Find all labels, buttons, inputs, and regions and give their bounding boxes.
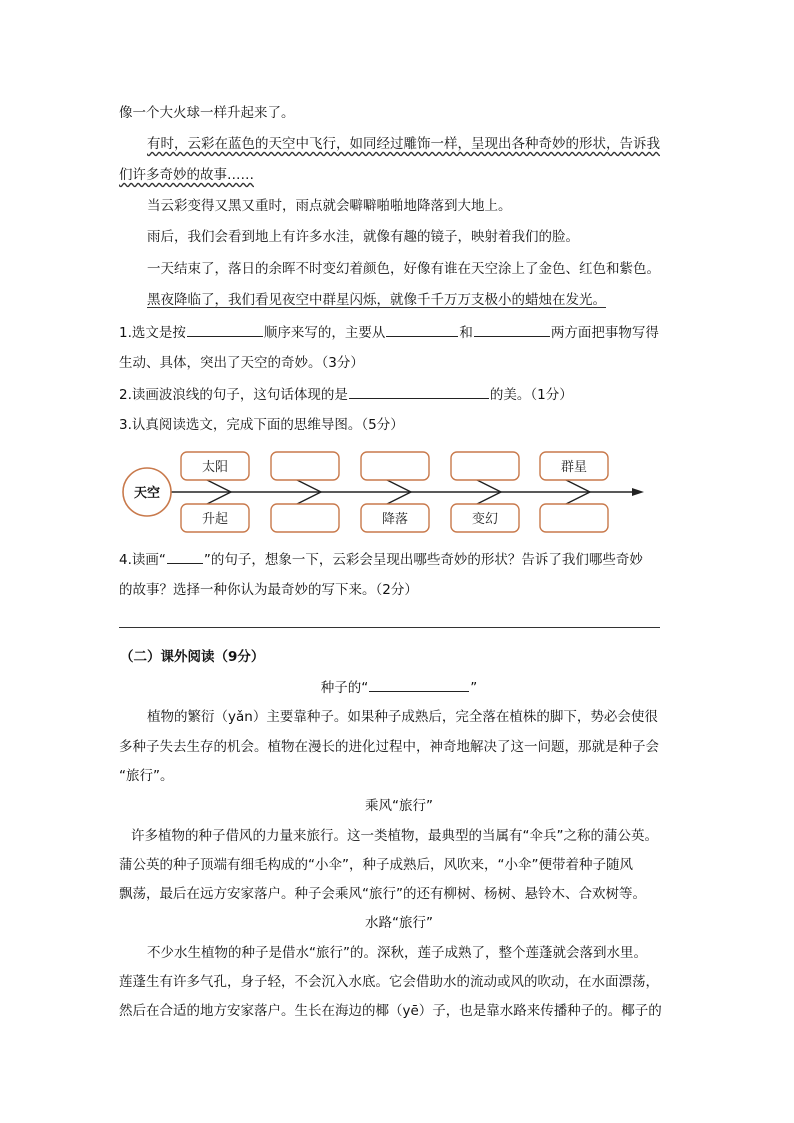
underlined-sentence-text: 黑夜降临了，我们看见夜空中群星闪烁，就像千千万万支极小的蜡烛在发光。	[147, 292, 606, 308]
center-node-label: 天空	[133, 486, 161, 501]
article-paragraph-line: “旅行”。	[119, 768, 174, 784]
article-paragraph-line: 然后在合适的地方安家落户。生长在海边的椰（yē）子，也是靠水路来传播种子的。椰子的	[119, 1003, 662, 1019]
mind-map-diagram	[118, 446, 658, 538]
article-title	[119, 677, 679, 698]
article-title-text-b: ”	[470, 680, 478, 696]
bottom-node-box	[540, 504, 608, 532]
bottom-node-label: 降落	[381, 512, 409, 527]
answer-blank[interactable]	[349, 384, 489, 399]
top-node-label: 太阳	[201, 460, 229, 475]
q1-text-b: 顺序来写的，主要从	[263, 325, 386, 341]
article-title-text-a: 种子的“	[320, 680, 369, 696]
q1-text-c: 和	[459, 325, 473, 341]
passage-paragraph-after-rain: 雨后，我们会看到地上有许多水洼，就像有趣的镜子，映射着我们的脸。	[147, 229, 579, 245]
q4-text-b: ”的句子，想象一下，云彩会呈现出哪些奇妙的形状？告诉了我们哪些奇妙	[203, 552, 643, 568]
passage-line: 像一个大火球一样升起来了。	[119, 105, 295, 121]
answer-blank[interactable]	[386, 322, 458, 337]
q1-text-a: 1.选文是按	[119, 325, 186, 341]
question-3: 3.认真阅读选文，完成下面的思维导图。（5分）	[119, 417, 404, 433]
article-paragraph-line: 许多植物的种子借风的力量来旅行。这一类植物，最典型的当属有“伞兵”之称的蒲公英。	[131, 828, 658, 844]
wavy-sentence-text: 有时，云彩在蓝色的天空中飞行，如同经过雕饰一样，呈现出各种奇妙的形状，告诉我	[147, 136, 660, 152]
question-1-line-2: 生动、具体，突出了天空的奇妙。（3分）	[119, 355, 364, 371]
top-node-box	[451, 452, 519, 480]
wavy-sentence-text: 们许多奇妙的故事……	[119, 167, 254, 183]
bottom-node-label: 变幻	[471, 512, 499, 527]
subheading-water: 水路“旅行”	[365, 915, 433, 931]
title-blank[interactable]	[369, 677, 469, 692]
answer-blank[interactable]	[187, 322, 263, 337]
wavy-sentence-line-1	[147, 134, 707, 154]
article-paragraph-line: 多种子失去生存的机会。植物在漫长的进化过程中，神奇地解决了这一问题，那就是种子会	[119, 739, 659, 755]
answer-line[interactable]	[119, 627, 660, 628]
bottom-node-label: 升起	[201, 512, 229, 527]
question-1	[119, 322, 679, 343]
q2-text-b: 的美。（1分）	[489, 387, 573, 403]
passage-paragraph-rain: 当云彩变得又黑又重时，雨点就会噼噼啪啪地降落到大地上。	[147, 198, 512, 214]
q4-text-a: 4.读画“	[119, 552, 166, 568]
section-heading: （二）课外阅读（9分）	[120, 649, 265, 665]
question-4	[119, 549, 679, 570]
answer-blank[interactable]	[474, 322, 550, 337]
subheading-wind: 乘风“旅行”	[365, 798, 433, 814]
underlined-sentence-line	[147, 290, 707, 310]
article-paragraph-line: 植物的繁衍（yǎn）主要靠种子。如果种子成熟后，完全落在植株的脚下，势必会使很	[147, 709, 658, 725]
spine-arrow-head	[632, 488, 644, 496]
top-node-box	[271, 452, 339, 480]
article-paragraph-line: 不少水生植物的种子是借水“旅行”的。深秋，莲子成熟了，整个莲蓬就会落到水里。	[147, 945, 647, 961]
bottom-node-box	[271, 504, 339, 532]
q2-text-a: 2.读画波浪线的句子，这句话体现的是	[119, 387, 348, 403]
q1-text-d: 两方面把事物写得	[550, 325, 659, 341]
article-paragraph-line: 飘荡，最后在远方安家落户。种子会乘风“旅行”的还有柳树、杨树、悬铃木、合欢树等。	[119, 886, 646, 902]
wavy-sentence-line-2	[119, 165, 679, 185]
answer-blank[interactable]	[167, 549, 203, 564]
article-paragraph-line: 莲蓬生有许多气孔，身子轻，不会沉入水底。它会借助水的流动或风的吹动，在水面漂荡，	[119, 974, 659, 990]
article-paragraph-line: 蒲公英的种子顶端有细毛构成的“小伞”，种子成熟后，风吹来，“小伞”便带着种子随风	[119, 857, 633, 873]
question-4-line-2: 的故事？选择一种你认为最奇妙的写下来。（2分）	[119, 582, 418, 598]
passage-paragraph-sunset: 一天结束了，落日的余晖不时变幻着颜色，好像有谁在天空涂上了金色、红色和紫色。	[147, 261, 660, 277]
question-2	[119, 384, 679, 405]
top-node-box	[361, 452, 429, 480]
top-node-label: 群星	[560, 460, 588, 475]
